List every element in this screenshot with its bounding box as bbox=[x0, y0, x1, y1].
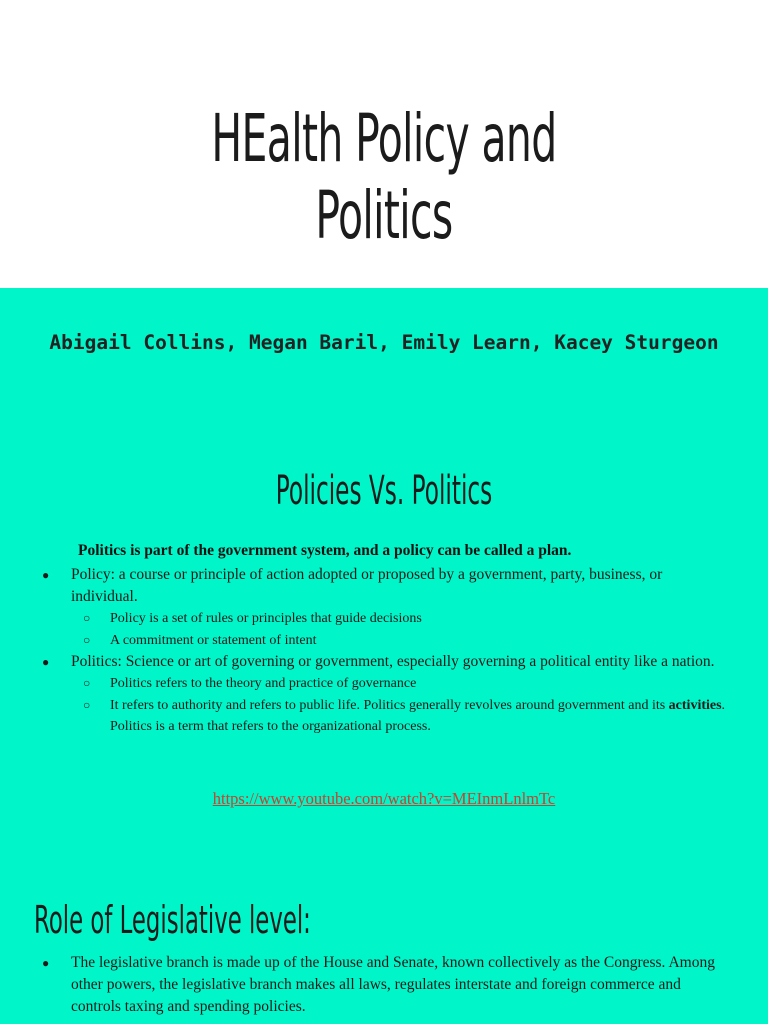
circle-bullet-icon: ○ bbox=[83, 676, 91, 690]
list-item-text: Politics: Science or art of governing or government, especially governing a political entity like a nation. bbox=[71, 653, 715, 670]
sub-list bbox=[71, 608, 732, 651]
bullet-icon: ● bbox=[42, 956, 50, 970]
page-title: HEalth Policy and Politics bbox=[211, 100, 557, 254]
sub-list-item-text: It refers to authority and refers to public life. Politics generally revolves around government and its activities. Politics is a term that refers to the organizational process. bbox=[110, 697, 726, 734]
bold-keyword: activities bbox=[668, 697, 722, 713]
sub-list-item bbox=[71, 608, 732, 630]
bullet-icon: ● bbox=[42, 655, 50, 669]
list-item-text: The legislative branch is made up of the House and Senate, known collectively as the Congress. Among other powers, the legislative branch makes all laws, regulates interstate and foreign commerce and controls taxing and spending policies. bbox=[71, 954, 715, 1015]
bullet-icon: ● bbox=[42, 568, 50, 582]
circle-bullet-icon: ○ bbox=[83, 697, 91, 712]
section-heading-legislative: Role of Legislative level: bbox=[34, 898, 311, 942]
list-item-politics bbox=[42, 651, 732, 738]
sub-list-item bbox=[71, 673, 732, 695]
circle-bullet-icon: ○ bbox=[83, 611, 91, 625]
policy-list bbox=[42, 564, 732, 738]
sub-list-item bbox=[71, 630, 732, 652]
youtube-link[interactable]: https://www.youtube.com/watch?v=MEInmLnlmTc bbox=[212, 789, 556, 808]
legislative-list bbox=[42, 952, 732, 1018]
list-item-text: Policy: a course or principle of action adopted or proposed by a government, party, business, or individual. bbox=[71, 566, 663, 605]
authors: Abigail Collins, Megan Baril, Emily Learn, Kacey Sturgeon bbox=[49, 331, 719, 354]
sub-list bbox=[71, 673, 732, 738]
list-item-legislative bbox=[42, 952, 732, 1018]
sub-list-item-text: Politics refers to the theory and practice of governance bbox=[110, 676, 417, 691]
list-item-policy bbox=[42, 564, 732, 651]
sub-list-item-text: Policy is a set of rules or principles that guide decisions bbox=[110, 611, 422, 626]
lead-sentence: Politics is part of the government system, and a policy can be called a plan. bbox=[78, 542, 572, 559]
circle-bullet-icon: ○ bbox=[83, 632, 91, 647]
section-heading-policies: Policies Vs. Politics bbox=[275, 468, 493, 514]
sub-list-item bbox=[71, 695, 732, 738]
sub-list-item-text: A commitment or statement of intent bbox=[110, 632, 317, 648]
